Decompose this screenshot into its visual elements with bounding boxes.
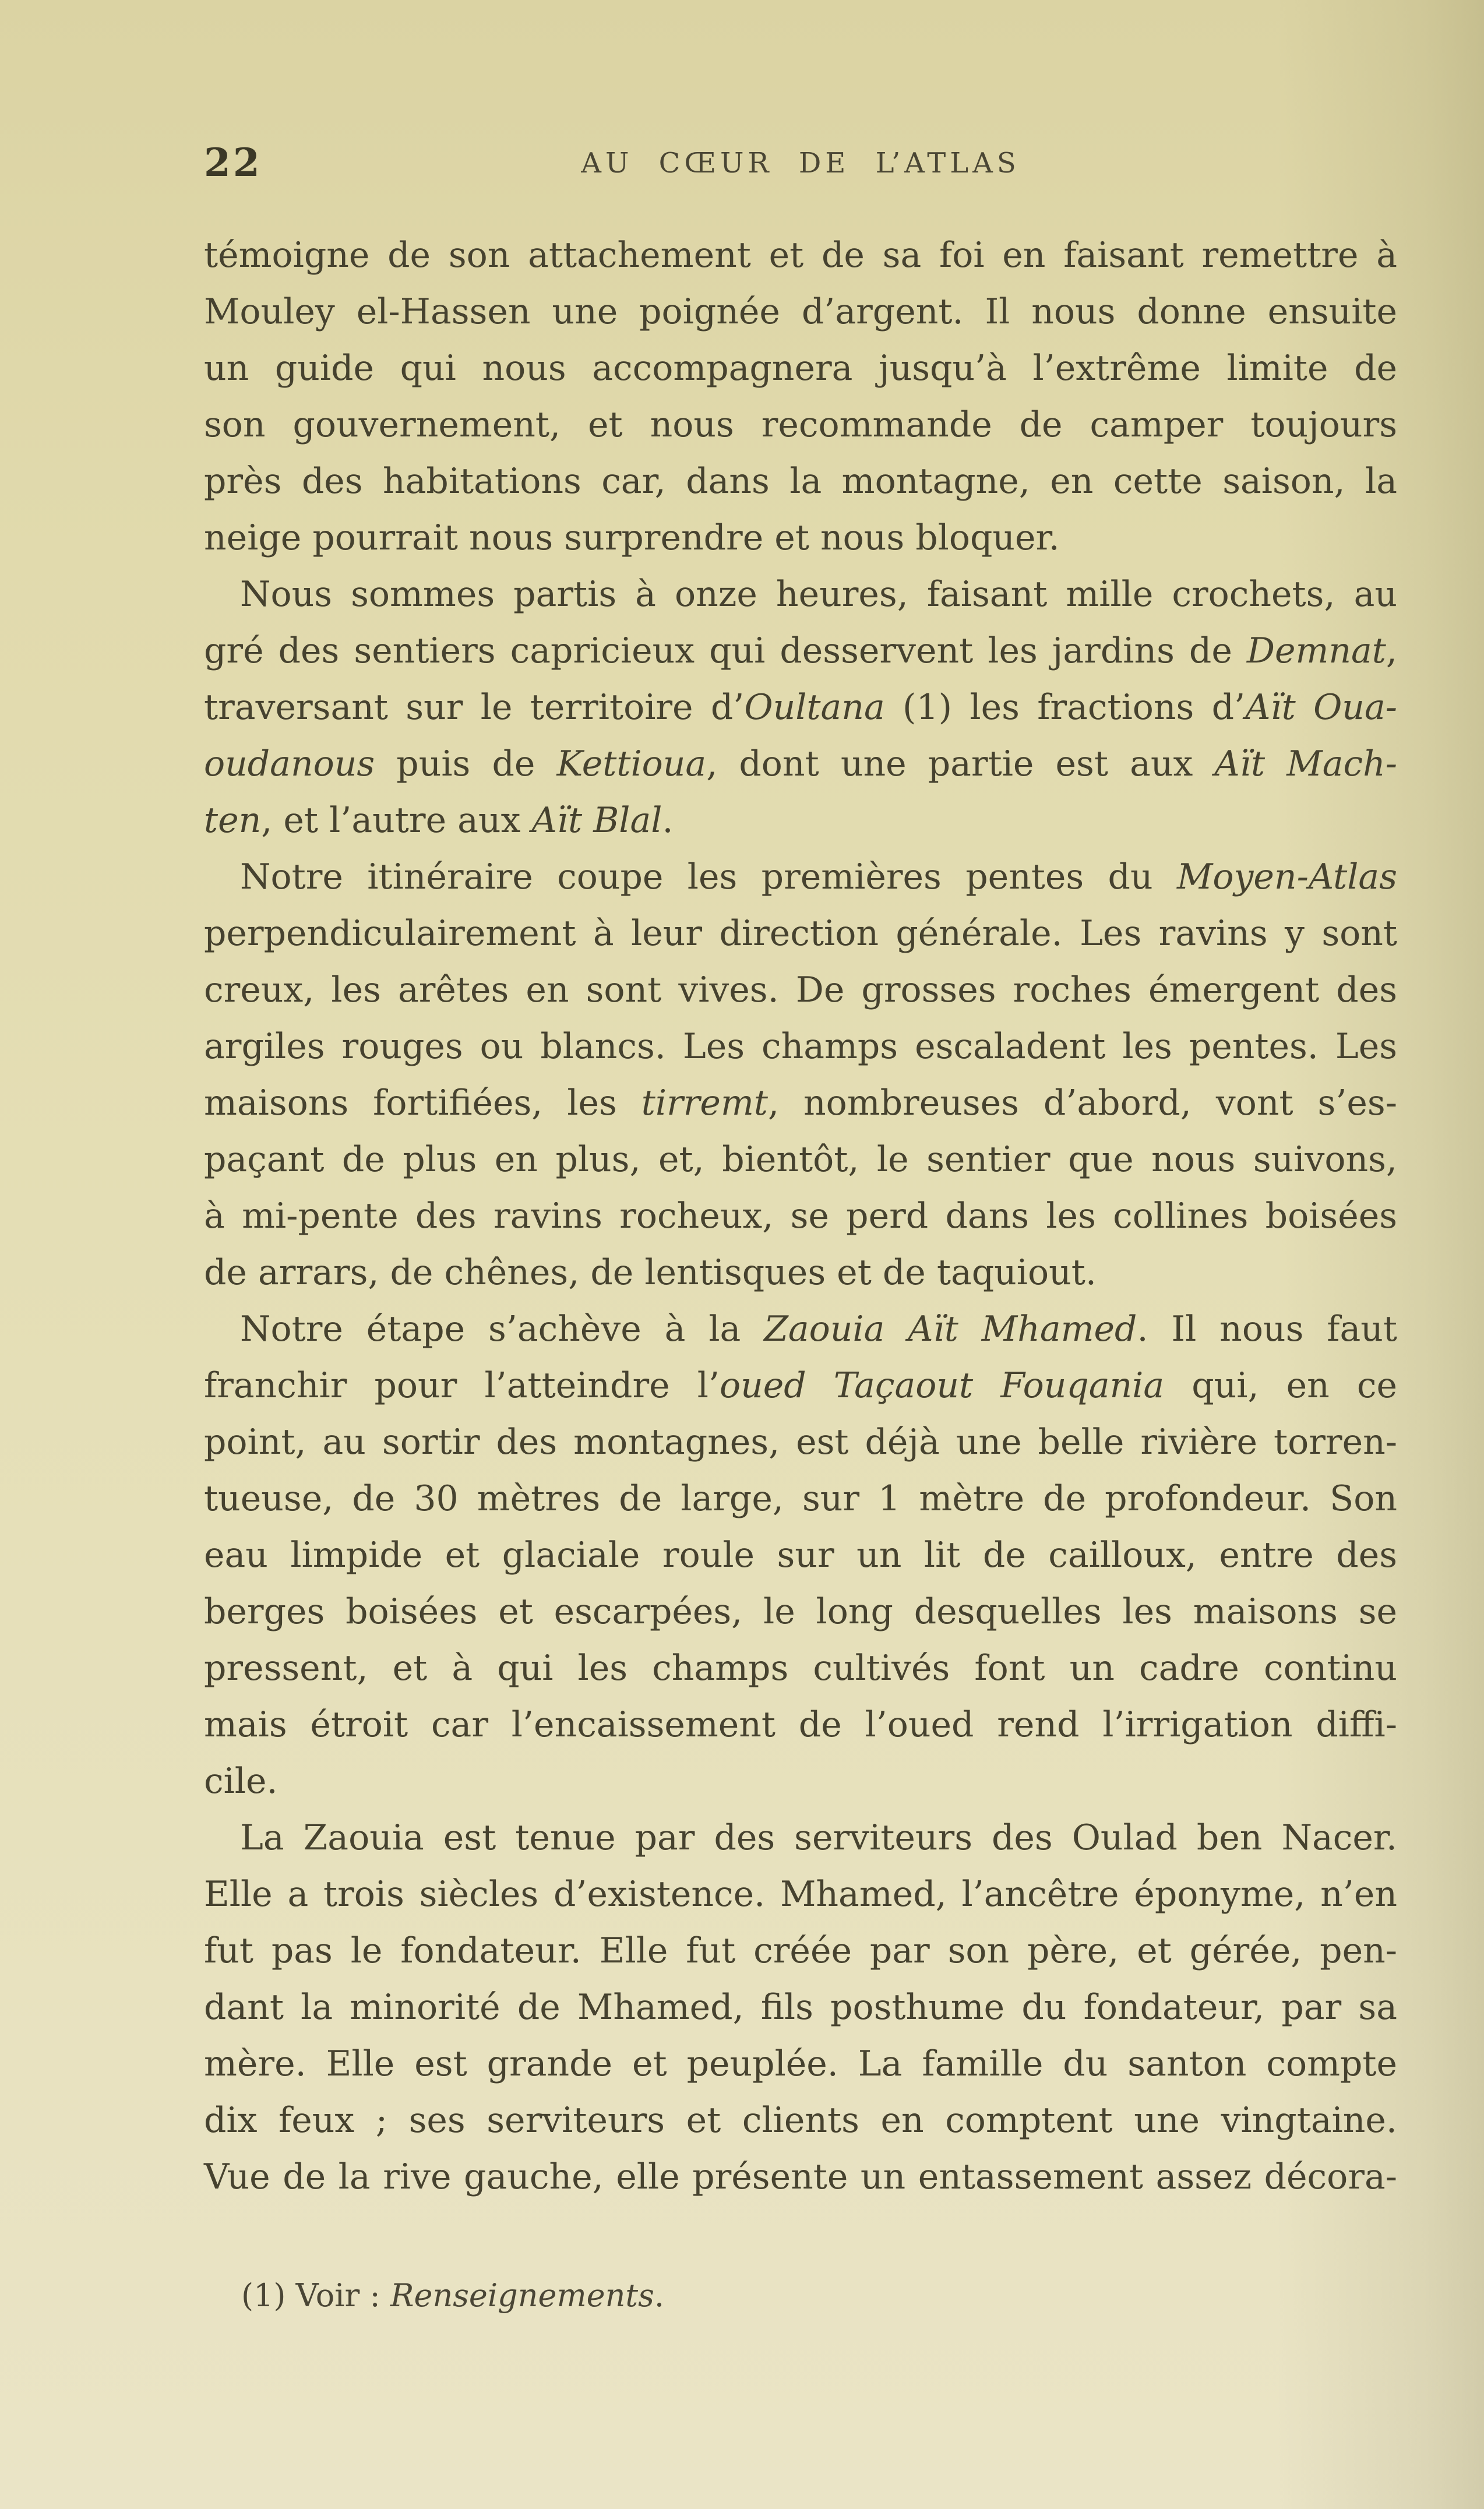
text-segment: à mi-pente des ravins rocheux, se perd dans les collines boisées: [204, 1196, 1397, 1236]
text-segment: traversant sur le territoire d’: [204, 687, 745, 728]
text-segment: Vue de la rive gauche, elle présente un entassement assez décora-: [204, 2156, 1397, 2197]
text-segment-italic: Renseignements: [390, 2277, 654, 2314]
paragraph: [204, 227, 1397, 566]
text-segment-italic: Aït Blal: [531, 800, 662, 841]
text-segment: (1) les fractions d’: [884, 687, 1246, 728]
text-line: [204, 1019, 1397, 1075]
text-line: [204, 340, 1397, 397]
text-line: [204, 849, 1397, 905]
text-segment: son gouvernement, et nous recommande de camper toujours: [204, 404, 1397, 445]
text-segment: cile.: [204, 1761, 278, 1802]
text-segment: gré des sentiers capricieux qui desservent les jardins de: [204, 630, 1247, 671]
text-segment-italic: Kettioua: [556, 743, 707, 784]
text-line: [204, 736, 1397, 792]
text-line: [204, 1866, 1397, 1923]
text-segment: Nous sommes partis à onze heures, faisant mille crochets, au: [240, 574, 1397, 615]
text-segment: , nombreuses d’abord, vont s’es-: [767, 1083, 1397, 1123]
text-segment: La Zaouia est tenue par des serviteurs des Oulad ben Nacer.: [240, 1817, 1397, 1858]
text-segment: franchir pour l’atteindre l’: [204, 1365, 720, 1406]
text-segment-italic: Aït Oua-: [1245, 687, 1397, 728]
text-segment: mère. Elle est grande et peuplée. La famille du santon compte: [204, 2043, 1397, 2084]
text-segment: fut pas le fondateur. Elle fut créée par son père, et gérée, pen-: [204, 1930, 1397, 1971]
page-number: 22: [204, 140, 262, 185]
text-segment: dant la minorité de Mhamed, fils posthume du fondateur, par sa: [204, 1987, 1397, 2028]
text-line: [204, 2149, 1397, 2205]
text-segment: . Il nous faut: [1137, 1309, 1397, 1349]
text-line: [204, 1301, 1397, 1358]
text-segment: (1) Voir :: [241, 2277, 390, 2314]
running-title: AU CŒUR DE L’ATLAS: [581, 147, 1020, 179]
text-segment: perpendiculairement à leur direction générale. Les ravins y sont: [204, 913, 1397, 954]
text-segment: point, au sortir des montagnes, est déjà une belle rivière torren-: [204, 1422, 1397, 1463]
text-segment: qui, en ce: [1164, 1365, 1397, 1406]
text-segment: Mouley el-Hassen une poignée d’argent. Il nous donne ensuite: [204, 291, 1397, 332]
text-line: [204, 905, 1397, 962]
text-segment-italic: Zaouia Aït Mhamed: [764, 1309, 1137, 1349]
text-segment: creux, les arêtes en sont vives. De grosses roches émergent des: [204, 970, 1397, 1010]
footnote-line: [204, 2275, 1397, 2316]
text-segment-italic: Demnat: [1246, 630, 1386, 671]
text-line: [204, 1810, 1397, 1866]
text-segment: pressent, et à qui les champs cultivés font un cadre continu: [204, 1648, 1397, 1689]
text-line: [204, 1753, 1397, 1810]
text-line: [204, 1075, 1397, 1132]
text-line: [204, 1245, 1397, 1301]
text-segment-italic: Aït Mach-: [1214, 743, 1397, 784]
text-line: [204, 2036, 1397, 2092]
text-segment: neige pourrait nous surprendre et nous bloquer.: [204, 517, 1060, 558]
text-segment: paçant de plus en plus, et, bientôt, le sentier que nous suivons,: [204, 1139, 1397, 1180]
text-segment: ,: [1386, 630, 1397, 671]
text-segment-italic: tirremt: [641, 1083, 768, 1123]
text-line: [204, 1923, 1397, 1979]
paragraph: [204, 1810, 1397, 2205]
text-segment: puis de: [375, 743, 557, 784]
text-segment-italic: oudanous: [204, 743, 375, 784]
text-segment: eau limpide et glaciale roule sur un lit de cailloux, entre des: [204, 1535, 1397, 1576]
text-line: [204, 397, 1397, 453]
text-segment: , et l’autre aux: [261, 800, 532, 841]
text-segment-italic: Moyen-Atlas: [1176, 857, 1397, 897]
text-segment: Elle a trois siècles d’existence. Mhamed, l’ancêtre éponyme, n’en: [204, 1874, 1397, 1915]
text-segment: maisons fortifiées, les: [204, 1083, 641, 1123]
paragraph: [204, 849, 1397, 1301]
text-segment-italic: oued Taçaout Fouqania: [720, 1365, 1165, 1406]
paragraph: [204, 1301, 1397, 1810]
text-segment-italic: Oultana: [744, 687, 885, 728]
page-body: [204, 227, 1397, 2205]
text-segment: près des habitations car, dans la montagne, en cette saison, la: [204, 461, 1397, 502]
footnote: [204, 2275, 1397, 2316]
text-line: [204, 566, 1397, 623]
text-line: [204, 1527, 1397, 1584]
text-line: [204, 623, 1397, 679]
text-line: [204, 792, 1397, 849]
text-segment: berges boisées et escarpées, le long desquelles les maisons se: [204, 1591, 1397, 1632]
text-segment: dix feux ; ses serviteurs et clients en comptent une vingtaine.: [204, 2100, 1397, 2141]
text-line: [204, 510, 1397, 566]
text-segment: mais étroit car l’encaissement de l’oued rend l’irrigation diffi-: [204, 1704, 1397, 1745]
text-segment: témoigne de son attachement et de sa foi en faisant remettre à: [204, 235, 1397, 276]
text-line: [204, 679, 1397, 736]
page-header: [204, 139, 1397, 185]
text-line: [204, 1584, 1397, 1640]
text-line: [204, 1188, 1397, 1245]
text-line: [204, 2092, 1397, 2149]
text-segment: Notre itinéraire coupe les premières pentes du: [240, 857, 1177, 897]
text-segment: .: [654, 2277, 664, 2314]
text-line: [204, 284, 1397, 340]
text-line: [204, 227, 1397, 284]
text-line: [204, 962, 1397, 1019]
text-segment: tueuse, de 30 mètres de large, sur 1 mètre de profondeur. Son: [204, 1478, 1397, 1519]
text-line: [204, 1979, 1397, 2036]
text-segment: Notre étape s’achève à la: [240, 1309, 764, 1349]
text-line: [204, 1358, 1397, 1414]
text-line: [204, 1132, 1397, 1188]
text-line: [204, 1471, 1397, 1527]
text-segment: .: [662, 800, 674, 841]
text-segment: un guide qui nous accompagnera jusqu’à l’extrême limite de: [204, 348, 1397, 389]
text-line: [204, 1697, 1397, 1753]
text-line: [204, 453, 1397, 510]
text-line: [204, 1414, 1397, 1471]
text-segment-italic: ten: [204, 800, 262, 841]
text-segment: argiles rouges ou blancs. Les champs escaladent les pentes. Les: [204, 1026, 1397, 1067]
text-line: [204, 1640, 1397, 1697]
text-segment: , dont une partie est aux: [706, 743, 1215, 784]
text-segment: de arrars, de chênes, de lentisques et de taquiout.: [204, 1252, 1097, 1293]
paragraph: [204, 566, 1397, 849]
